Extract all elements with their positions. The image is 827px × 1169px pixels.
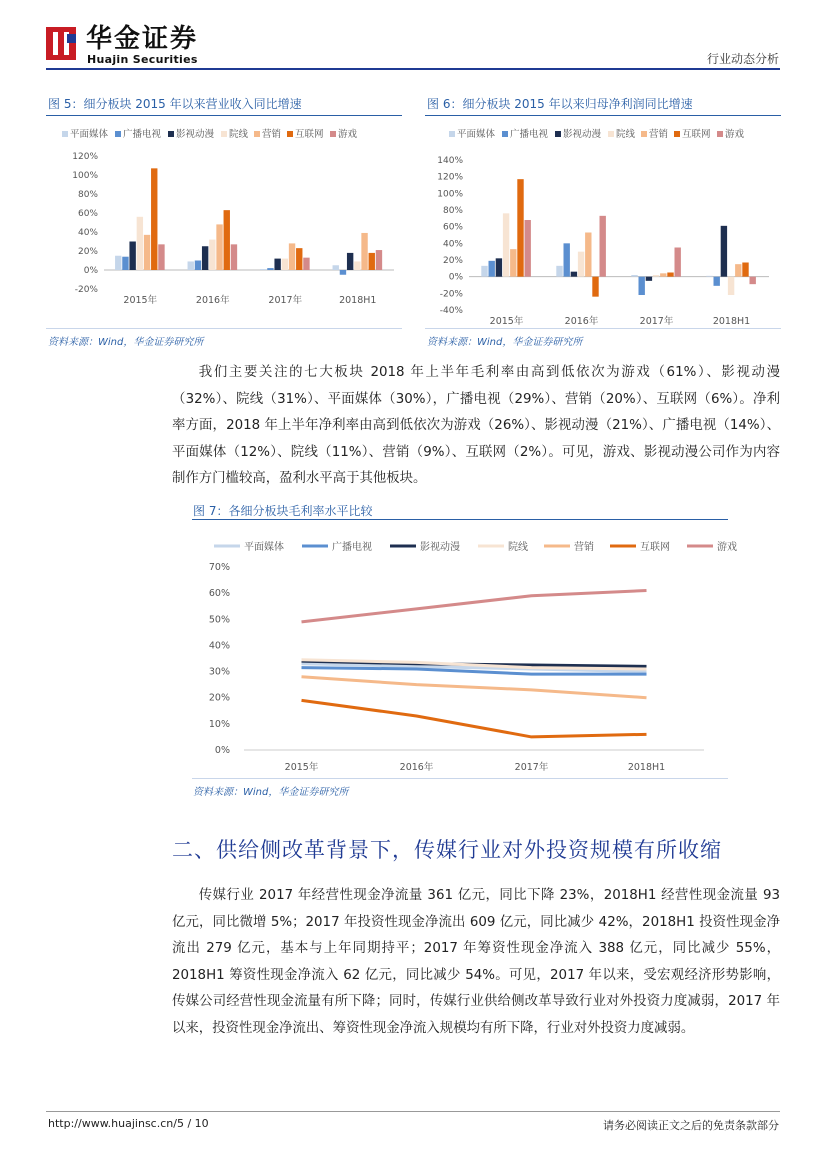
- bar-0-6: [525, 220, 531, 277]
- y-tick-4: 60%: [442, 222, 463, 233]
- x-tick-1: 2016年: [195, 295, 230, 306]
- x-tick-0: 2015年: [284, 762, 319, 773]
- figure5-title: 图 5：细分板块 2015 年以来营业收入同比增速: [48, 97, 302, 111]
- legend-label-5: 互联网: [295, 129, 324, 140]
- bar-3-3: [728, 277, 734, 295]
- footer-divider: [46, 1111, 780, 1112]
- bar-3-1: [714, 277, 720, 286]
- legend-label-3: 院线: [229, 129, 249, 140]
- legend-swatch-4: [254, 131, 260, 137]
- y-tick-0: 120%: [72, 152, 98, 162]
- bar-1-5: [592, 277, 598, 297]
- y-tick-3: 80%: [442, 206, 463, 216]
- figure5-chart: [46, 118, 402, 328]
- legend-label-4: 营销: [649, 129, 669, 140]
- bar-0-0: [115, 256, 121, 270]
- bar-2-3: [653, 275, 659, 277]
- legend-swatch-0: [62, 131, 68, 137]
- bar-1-4: [585, 233, 591, 277]
- y-tick-0: 140%: [437, 156, 463, 166]
- paragraph-margins: [172, 360, 780, 493]
- figure5-rule: [46, 115, 402, 116]
- footer-url[interactable]: http://www.huajinsc.cn/: [48, 1117, 177, 1130]
- bar-2-6: [303, 258, 309, 270]
- y-tick-5: 40%: [442, 239, 463, 250]
- bar-1-2: [202, 246, 208, 270]
- bar-0-1: [122, 257, 128, 270]
- bar-0-6: [158, 244, 164, 270]
- bar-3-6: [376, 250, 382, 270]
- legend-label-1: 广播电视: [332, 542, 372, 553]
- y-tick-1: 120%: [437, 172, 463, 183]
- bar-0-5: [151, 168, 157, 270]
- y-tick-3: 40%: [208, 640, 230, 652]
- x-tick-0: 2015年: [489, 316, 524, 327]
- legend-swatch-3: [221, 131, 227, 137]
- figure6-title: 图 6：细分板块 2015 年以来归母净利润同比增速: [427, 97, 693, 111]
- x-tick-0: 2015年: [123, 295, 158, 306]
- figure5-bottom-rule: [46, 328, 402, 329]
- y-tick-7: 0%: [448, 272, 463, 283]
- y-tick-1: 60%: [208, 588, 230, 600]
- legend-swatch-3: [608, 131, 614, 137]
- bar-2-4: [660, 273, 666, 276]
- bar-0-4: [510, 249, 516, 277]
- y-tick-3: 60%: [77, 209, 98, 219]
- figure7-bottom-rule: [192, 778, 728, 779]
- legend-label-5: 互联网: [640, 542, 670, 553]
- bar-0-0: [481, 266, 487, 277]
- paragraph-margins-2: [172, 883, 780, 1042]
- bar-0-3: [503, 213, 509, 276]
- y-tick-1: 100%: [72, 171, 98, 181]
- legend-label-3: 院线: [616, 129, 636, 140]
- body-paragraph-1: 我们主要关注的七大板块 2018 年上半年毛利率由高到低依次为游戏（61%）、影视动漫（32%）、院线（31%）、平面媒体（30%），广播电视（29%）、营销（20%）、互联网（6%）。净利率方面，2018 年上半年净利率由高到低依次为游戏（26%）、影视动漫（21%）、广播电视（14%）、平面媒体（12%）、院线（11%）、营销（9%）、互联网（2%）。可见，游戏、影视动漫公司作为内容制作方门槛较高，盈利水平高于其他板块。: [172, 365, 780, 486]
- legend-label-5: 互联网: [682, 129, 711, 140]
- bar-2-1: [639, 277, 645, 295]
- bar-1-3: [209, 240, 215, 270]
- bar-2-6: [675, 248, 681, 277]
- bar-2-4: [289, 243, 295, 270]
- x-tick-2: 2017年: [514, 762, 549, 773]
- bar-3-3: [354, 261, 360, 270]
- y-tick-5: 20%: [208, 692, 230, 704]
- bar-3-4: [361, 233, 367, 270]
- y-tick-7: 0%: [214, 745, 230, 756]
- bar-3-2: [347, 253, 353, 270]
- bar-1-1: [564, 243, 570, 276]
- footer-link[interactable]: [48, 1117, 209, 1130]
- section-title: 二、供给侧改革背景下，传媒行业对外投资规模有所收缩: [172, 838, 722, 862]
- bar-1-0: [188, 261, 194, 270]
- bar-0-2: [129, 242, 135, 271]
- x-tick-2: 2017年: [639, 316, 674, 327]
- bar-2-3: [282, 259, 288, 270]
- y-tick-0: 70%: [208, 562, 230, 573]
- brand-name-en: Huajin Securities: [87, 53, 198, 66]
- bar-1-3: [578, 252, 584, 277]
- legend-label-1: 广播电视: [510, 129, 549, 140]
- x-tick-3: 2018H1: [712, 316, 751, 327]
- x-tick-2: 2017年: [268, 295, 303, 306]
- y-tick-2: 80%: [77, 190, 98, 200]
- legend-label-6: 游戏: [717, 542, 737, 553]
- bar-2-0: [631, 275, 637, 277]
- legend-swatch-5: [674, 131, 680, 137]
- figure6-chart: [425, 118, 781, 328]
- bar-0-4: [144, 235, 150, 270]
- bar-2-2: [646, 277, 652, 281]
- line-series-5: [302, 700, 647, 737]
- line-series-4: [302, 677, 647, 698]
- x-tick-3: 2018H1: [339, 295, 377, 306]
- bar-0-2: [496, 258, 502, 276]
- bar-2-1: [267, 268, 273, 270]
- y-tick-7: -20%: [74, 285, 98, 295]
- bar-3-6: [750, 277, 756, 285]
- figure7-chart: [192, 522, 737, 778]
- bar-1-6: [600, 216, 606, 277]
- legend-label-2: 影视动漫: [176, 129, 215, 140]
- legend-label-3: 院线: [508, 542, 528, 553]
- bar-0-5: [517, 179, 523, 277]
- x-tick-3: 2018H1: [627, 762, 666, 773]
- page-number: 5 / 10: [176, 1117, 209, 1130]
- x-tick-1: 2016年: [564, 316, 599, 327]
- legend-label-0: 平面媒体: [244, 542, 284, 553]
- x-tick-1: 2016年: [399, 762, 434, 773]
- figure6-rule: [425, 115, 781, 116]
- figure5-source: 资料来源：Wind，华金证券研究所: [48, 337, 204, 348]
- bar-2-5: [296, 248, 302, 270]
- legend-label-2: 影视动漫: [563, 129, 602, 140]
- bar-1-4: [216, 224, 222, 270]
- y-tick-6: 20%: [442, 256, 463, 266]
- bar-1-2: [571, 272, 577, 277]
- y-tick-4: 40%: [77, 228, 98, 238]
- legend-label-4: 营销: [262, 129, 282, 140]
- brand-name: 华金证券: [86, 24, 199, 54]
- bar-2-0: [260, 269, 266, 270]
- header-divider: [46, 68, 780, 70]
- bar-1-5: [224, 210, 230, 270]
- y-tick-4: 30%: [208, 666, 230, 678]
- legend-label-4: 营销: [574, 542, 594, 553]
- brand-logo-icon: [46, 27, 76, 60]
- figure7-rule: [192, 519, 728, 520]
- bar-0-3: [137, 217, 143, 270]
- legend-swatch-0: [449, 131, 455, 137]
- legend-swatch-6: [717, 131, 723, 137]
- figure7-source: 资料来源：Wind，华金证券研究所: [193, 787, 349, 798]
- y-tick-6: 0%: [83, 266, 98, 276]
- legend-swatch-1: [502, 131, 508, 137]
- legend-label-0: 平面媒体: [457, 129, 496, 140]
- figure7-title: 图 7：各细分板块毛利率水平比较: [193, 504, 373, 518]
- y-tick-2: 100%: [437, 189, 463, 200]
- footer-disclaimer: 请务必阅读正文之后的免责条款部分: [603, 1119, 779, 1132]
- bar-3-0: [333, 265, 339, 270]
- legend-label-0: 平面媒体: [70, 129, 109, 140]
- bar-1-0: [556, 266, 562, 277]
- y-tick-8: -20%: [439, 289, 463, 300]
- bar-3-4: [735, 264, 741, 277]
- bar-3-1: [340, 270, 346, 275]
- y-tick-9: -40%: [439, 306, 463, 316]
- y-tick-5: 20%: [77, 247, 98, 257]
- legend-swatch-1: [115, 131, 121, 137]
- legend-swatch-5: [287, 131, 293, 137]
- figure6-bottom-rule: [425, 328, 781, 329]
- y-tick-6: 10%: [208, 718, 230, 730]
- legend-label-2: 影视动漫: [420, 542, 460, 553]
- legend-swatch-4: [641, 131, 647, 137]
- legend-swatch-6: [330, 131, 336, 137]
- figure6-source: 资料来源：Wind，华金证券研究所: [427, 337, 583, 348]
- bar-2-5: [667, 273, 673, 277]
- bar-2-2: [274, 259, 280, 270]
- bar-0-1: [489, 261, 495, 277]
- bar-1-6: [231, 244, 237, 270]
- bar-1-1: [195, 261, 201, 271]
- legend-swatch-2: [555, 131, 561, 137]
- report-type: 行业动态分析: [706, 52, 779, 66]
- legend-swatch-2: [168, 131, 174, 137]
- y-tick-2: 50%: [208, 614, 230, 626]
- bar-3-2: [721, 226, 727, 277]
- bar-3-5: [369, 253, 375, 270]
- legend-label-1: 广播电视: [123, 129, 162, 140]
- legend-label-6: 游戏: [725, 129, 745, 140]
- legend-label-6: 游戏: [338, 129, 358, 140]
- bar-3-0: [706, 276, 712, 277]
- body-paragraph-2: 传媒行业 2017 年经营性现金净流量 361 亿元，同比下降 23%，2018H1 经营性现金流量 93 亿元，同比微增 5%；2017 年投资性现金净流出 609 亿元，同比减少 42%，2018H1 投资性现金净流出 279 亿元，基本与上年同期持平；2017 年筹资性现金净流入 388 亿元，同比减少 55%，2018H1 筹资性现金净流入 62 亿元，同比减少 54%。可见，2017 年以来，受宏观经济形势影响，传媒公司经营性现金流量有所下降；同时，传媒行业供给侧改革导致行业对外投资力度减弱，2017 年以来，投资性现金净流出、筹资性现金净流入规模均有所下降，行业对外投资力度减弱。: [172, 888, 780, 1036]
- line-series-6: [302, 591, 647, 622]
- bar-3-5: [742, 263, 748, 277]
